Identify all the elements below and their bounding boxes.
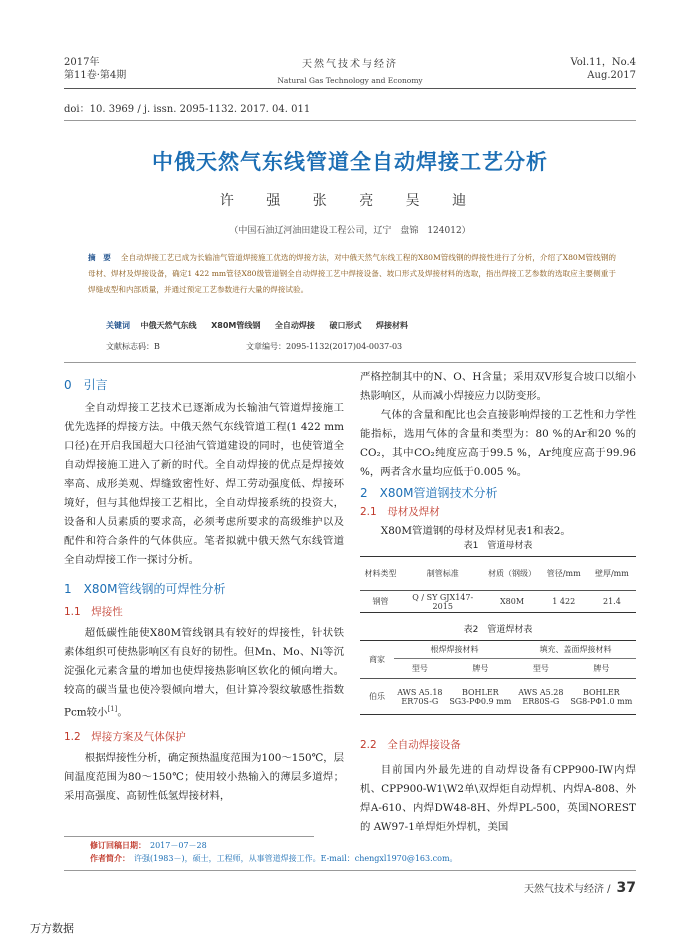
table1-header: 材料类型 — [364, 569, 397, 578]
table1-cell: 1 422 — [552, 597, 576, 606]
table1-cell: X80M — [499, 597, 525, 606]
header-date-en: Aug.2017 — [587, 70, 636, 81]
weldability-paragraph — [64, 624, 344, 722]
header-volume-en: Vol.11，No.4 — [570, 57, 636, 68]
section-0-title: 0 引言 — [64, 378, 108, 392]
doi-rule — [64, 120, 636, 121]
header-volume-issue: 第11卷·第4期 — [64, 70, 127, 81]
section-2-title: 2 X80M管道钢技术分析 — [360, 486, 498, 500]
weldability-text: 超低碳性能使X80M管线钢具有较好的焊接性，针状铁素体组织可使热影响区有良好的韧性。但Mn、Mo、Ni等沉淀强化元素含量的增加也使焊接热影响区软化的倾向增大。较高的碳当量也使冷裂倾向增大，但计算冷裂纹敏感性指数Pcm较小 — [64, 627, 344, 719]
table2-cell — [515, 679, 567, 715]
table2-cell — [446, 679, 515, 715]
header-year: 2017年 — [64, 57, 100, 68]
keyword: 破口形式 — [329, 321, 362, 330]
journal-name-en: Natural Gas Technology and Economy — [277, 76, 423, 85]
authors: 许 强 张 亮 吴 迪 — [219, 193, 481, 209]
keywords-label: 关键词 — [106, 321, 130, 330]
document-code: 文献标志码：B — [106, 342, 160, 351]
footnote-rule — [64, 836, 314, 837]
citation: [1] — [107, 705, 118, 713]
table1 — [360, 556, 636, 613]
header-left — [64, 56, 126, 82]
table2-cell-line: SG8-PΦ1.0 mm — [570, 696, 633, 706]
table2 — [360, 640, 636, 715]
table2-cell-line: ER80S-G — [522, 696, 560, 706]
clc-line — [106, 341, 403, 352]
section-1-1-title: 1.1 焊接性 — [64, 606, 123, 618]
article-number: 文章编号：2095-1132(2017)04-0037-03 — [246, 342, 403, 351]
table1-cell: Q / SY GJX147-2015 — [412, 592, 474, 611]
table1-cell: 钢管 — [372, 597, 389, 606]
footer-rule — [64, 870, 636, 871]
table2-cell — [567, 679, 636, 715]
section-2-2 — [360, 736, 636, 837]
gas-paragraph: 气体的含量和配比也会直接影响焊接的工艺性和力学性能指标，选用气体的含量和类型为：80 %的Ar和20 %的CO₂，其中CO₂纯度应高于99.5 %，Ar纯度应高于99.96 %，两者含水量均应低于0.005 %。 — [360, 409, 636, 478]
continued-paragraph: 严格控制其中的N、O、H含量；采用双V形复合坡口以缩小热影响区，从而减小焊接应力以防变形。 — [360, 371, 636, 402]
section-2-1-title: 2.1 母材及焊材 — [360, 506, 440, 518]
table-row — [360, 591, 636, 613]
abstract-text: 全自动焊接工艺已成为长输油气管道焊接施工优选的焊接方法，对中俄天然气东线工程的X80M管线钢的焊接性进行了分析，介绍了X80M管线钢的母材、焊材及焊接设备，确定1 422 mm管径X80级管道钢全自动焊接工艺中焊接设备、坡口形式及焊接材料的选取，指出焊接工艺参数的选取应主要侧重于焊缝成型和内部质量，并通过预定工艺参数进行大量的焊接试验。 — [88, 253, 617, 294]
table2-cell-line: ER70S-G — [401, 696, 439, 706]
table2-vendor-label: 商家 — [360, 641, 394, 679]
abstract-label: 摘 要 — [88, 253, 111, 262]
header-center — [250, 55, 450, 85]
table1-header: 制管标准 — [426, 569, 459, 578]
left-column — [64, 372, 344, 806]
paper-title: 中俄天然气东线管道全自动焊接工艺分析 — [152, 150, 548, 174]
received-label: 修订回稿日期： — [90, 840, 146, 850]
table2-cell — [394, 679, 446, 715]
footer-journal: 天然气技术与经济 / — [523, 884, 611, 895]
keywords — [106, 320, 420, 331]
table1-header: 材质（钢级） — [488, 569, 537, 578]
intro-paragraph: 全自动焊接工艺技术已逐渐成为长输油气管道焊接施工优先选择的焊接方法。中俄天然气东线管道工程(1 422 mm口径)在开启我国超大口径油气管道建设的同时，也使管道全自动焊接施工进入了新的时代。全自动焊接的优点是焊接效率高、成形美观、焊缝致密性好、焊工劳动强度低、焊接环境好，但与其他焊接工艺相比，全自动焊接系统的投资大，设备和人员素质的要求高，必须考虑所要求的高级维护以及配件和符合条件的气体供应。笔者拟就中俄天然气东线管道全自动焊接工作一探讨分析。 — [64, 402, 344, 566]
right-column — [360, 368, 636, 541]
keyword: 焊接材料 — [376, 321, 408, 330]
page-footer — [524, 880, 636, 896]
section-1-title: 1 X80M管线钢的可焊性分析 — [64, 582, 226, 596]
author-bio-text: 许强(1983－)，硕士，工程师，从事管道焊接工作。E-mail：chengxl1970@163.com。 — [134, 854, 458, 863]
table2-cell-line: BOHLER — [461, 687, 499, 697]
table2-subheader: 型号 — [532, 664, 549, 673]
doi: doi：10. 3969 / j. issn. 2095-1132. 2017. 04. 011 — [64, 104, 311, 115]
table2-subheader: 型号 — [411, 664, 428, 673]
table1-header: 管径/mm — [546, 569, 581, 578]
received-date — [90, 840, 207, 851]
keyword: X80M管线钢 — [211, 321, 261, 330]
section-1-2-title: 1.2 焊接方案及气体保护 — [64, 731, 186, 744]
weldability-end: 。 — [117, 706, 128, 719]
table2-caption: 表2 管道焊材表 — [463, 625, 533, 635]
welding-scheme-paragraph: 根据焊接性分析，确定预热温度范围为100～150℃，层间温度范围为80～150℃；使用较小热输入的薄层多道焊；采用高强度、高韧性低氢焊接材料， — [64, 752, 344, 803]
abstract — [88, 250, 616, 298]
author-bio — [90, 853, 458, 864]
keyword: 全自动焊接 — [274, 321, 315, 330]
abstract-rule — [64, 362, 636, 363]
table-row — [360, 679, 636, 715]
table2-group-root: 根焊焊接材料 — [394, 641, 515, 659]
table1-header: 壁厚/mm — [594, 569, 629, 578]
header-rule — [64, 88, 636, 89]
table2-cell-line: AWS A5.28 — [518, 687, 564, 697]
received-value: 2017－07－28 — [150, 841, 207, 850]
table1-caption: 表1 管道母材表 — [463, 541, 533, 551]
table2-subheader: 牌号 — [593, 664, 610, 673]
table2-group-fill: 填充、盖面焊接材料 — [515, 641, 636, 659]
table1-cell: 21.4 — [603, 597, 621, 606]
affiliation: （中国石油辽河油田建设工程公司，辽宁 盘锦 124012） — [229, 226, 471, 236]
table2-cell-line: AWS A5.18 — [397, 687, 443, 697]
table2-subheader: 牌号 — [472, 664, 489, 673]
equipment-paragraph: 目前国内外最先进的自动焊设备有CPP900-IW内焊机、CPP900-W1\W2单\双焊炬自动焊机、内焊A-808、外焊A-610、内焊DW48-8H、外焊PL-500，英国NOREST的 AW97-1单焊炬外焊机，美国 — [360, 764, 636, 833]
table2-cell-line: SG3-PΦ0.9 mm — [449, 696, 512, 706]
materials-paragraph: X80M管道钢的母材及焊材见表1和表2。 — [380, 525, 571, 537]
watermark: 万方数据 — [30, 922, 74, 935]
journal-name-cn: 天然气技术与经济 — [302, 59, 398, 70]
page-number: 37 — [616, 880, 636, 896]
section-2-2-title: 2.2 全自动焊接设备 — [360, 739, 461, 751]
table2-row-label: 伯乐 — [369, 692, 385, 701]
author-bio-label: 作者简介： — [90, 853, 130, 863]
table2-cell-line: BOHLER — [582, 687, 620, 697]
keyword: 中俄天然气东线 — [140, 321, 197, 330]
header-right — [570, 56, 636, 82]
